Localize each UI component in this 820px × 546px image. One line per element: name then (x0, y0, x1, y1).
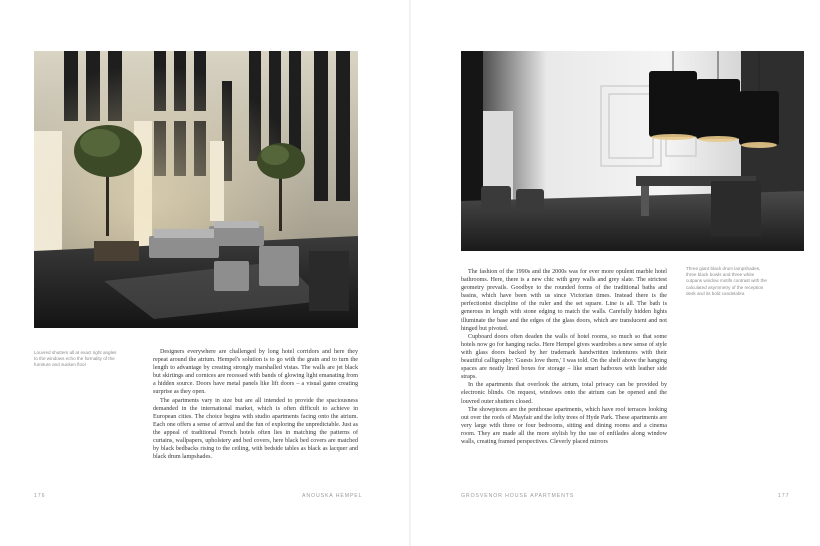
left-photo-caption: Louvred shutters all at exact right angles to the windows echo the formality of the furniture and sunken floor (34, 350, 117, 368)
left-paragraph: The apartments vary in size but are all intended to provide the spaciousness demanded in the international market, which is often difficult to achieve in European cities. The choice begins with studio apartments facing onto the atrium. Each one offers a sense of arrival and the fun of exploring the unpredictable. Just as the appeal of traditional French hotels often lies in matching the patterns of curtains, wallpapers, upholstery and bed covers, here black bed covers are matched by black bedbacks rising to the ceiling, with bedside tables as black as lacquer and black drum lampshades. (153, 397, 358, 461)
right-page (410, 0, 820, 546)
right-body-text (461, 268, 667, 446)
left-page-number: 176 (34, 493, 46, 499)
reception-photo (461, 51, 804, 251)
left-body-text (153, 348, 358, 461)
left-paragraph: Designers everywhere are challenged by long hotel corridors and here they repeat around the atrium. Hempel's solution is to go with the grain and to turn the length to advantage by creating strongly marshalled vistas. The walls are jet black but skirtings and cornices are recessed with bands of glowing light emanating from a hidden source. Doors have metal panels like lift doors – a visual game creating surprise as they open. (153, 349, 358, 396)
right-photo-caption: Three giant black drum lampshades, three black bowls and three white cutpans window motifs contrast with the calculated asymmetry of the reception desk and its bold candelabra (686, 266, 767, 296)
right-paragraph: In the apartments that overlook the atrium, total privacy can be provided by electronic blinds. On request, windows onto the atrium can be opened and the louvred outer shutters closed. (461, 382, 667, 405)
right-running-head: GROSVENOR HOUSE APARTMENTS (461, 493, 575, 499)
left-running-head: ANOUSKA HEMPEL (302, 493, 363, 499)
atrium-photo (34, 51, 358, 328)
right-paragraph: Cupboard doors often deaden the walls of hotel rooms, so much so that some hotels now go for hanging racks. Here Hempel gives wardrobes a new sense of style with glass doors backed by her trademark handwritten indentures with their beautiful calligraphy: 'Guests love them,' I was told. On the shelf above the hanging spaces are neatly lined boxes for storage – like smart hatboxes with leather side straps. (461, 333, 667, 381)
right-page-number: 177 (778, 493, 790, 499)
right-paragraph: The showpieces are the penthouse apartments, which have roof terraces looking out over the roofs of Mayfair and the lofty trees of Hyde Park. These apartments are very large with three or four bedrooms, sitting and dining rooms and a cinema room. They are made all the more stylish by the use of enfilades along window walls, creating framed perspectives. Cleverly placed mirrors (461, 406, 667, 445)
right-paragraph: The fashion of the 1990s and the 2000s was for ever more opulent marble hotel bathrooms. Here, there is a new chic with grey walls and grey slate. The strictest geometry prevails. Goodbye to the rounded forms of the traditional baths and basins, which have been with us since Victorian times. Instead there is the perfectionist discipline of the ruler and the set square. Line is all. The bath is generous in length with stone edging to match the walls. Carefully hidden lights illuminate the base and the edges of the glass doors, which are translucent and not hinged but pivoted. (461, 269, 667, 332)
